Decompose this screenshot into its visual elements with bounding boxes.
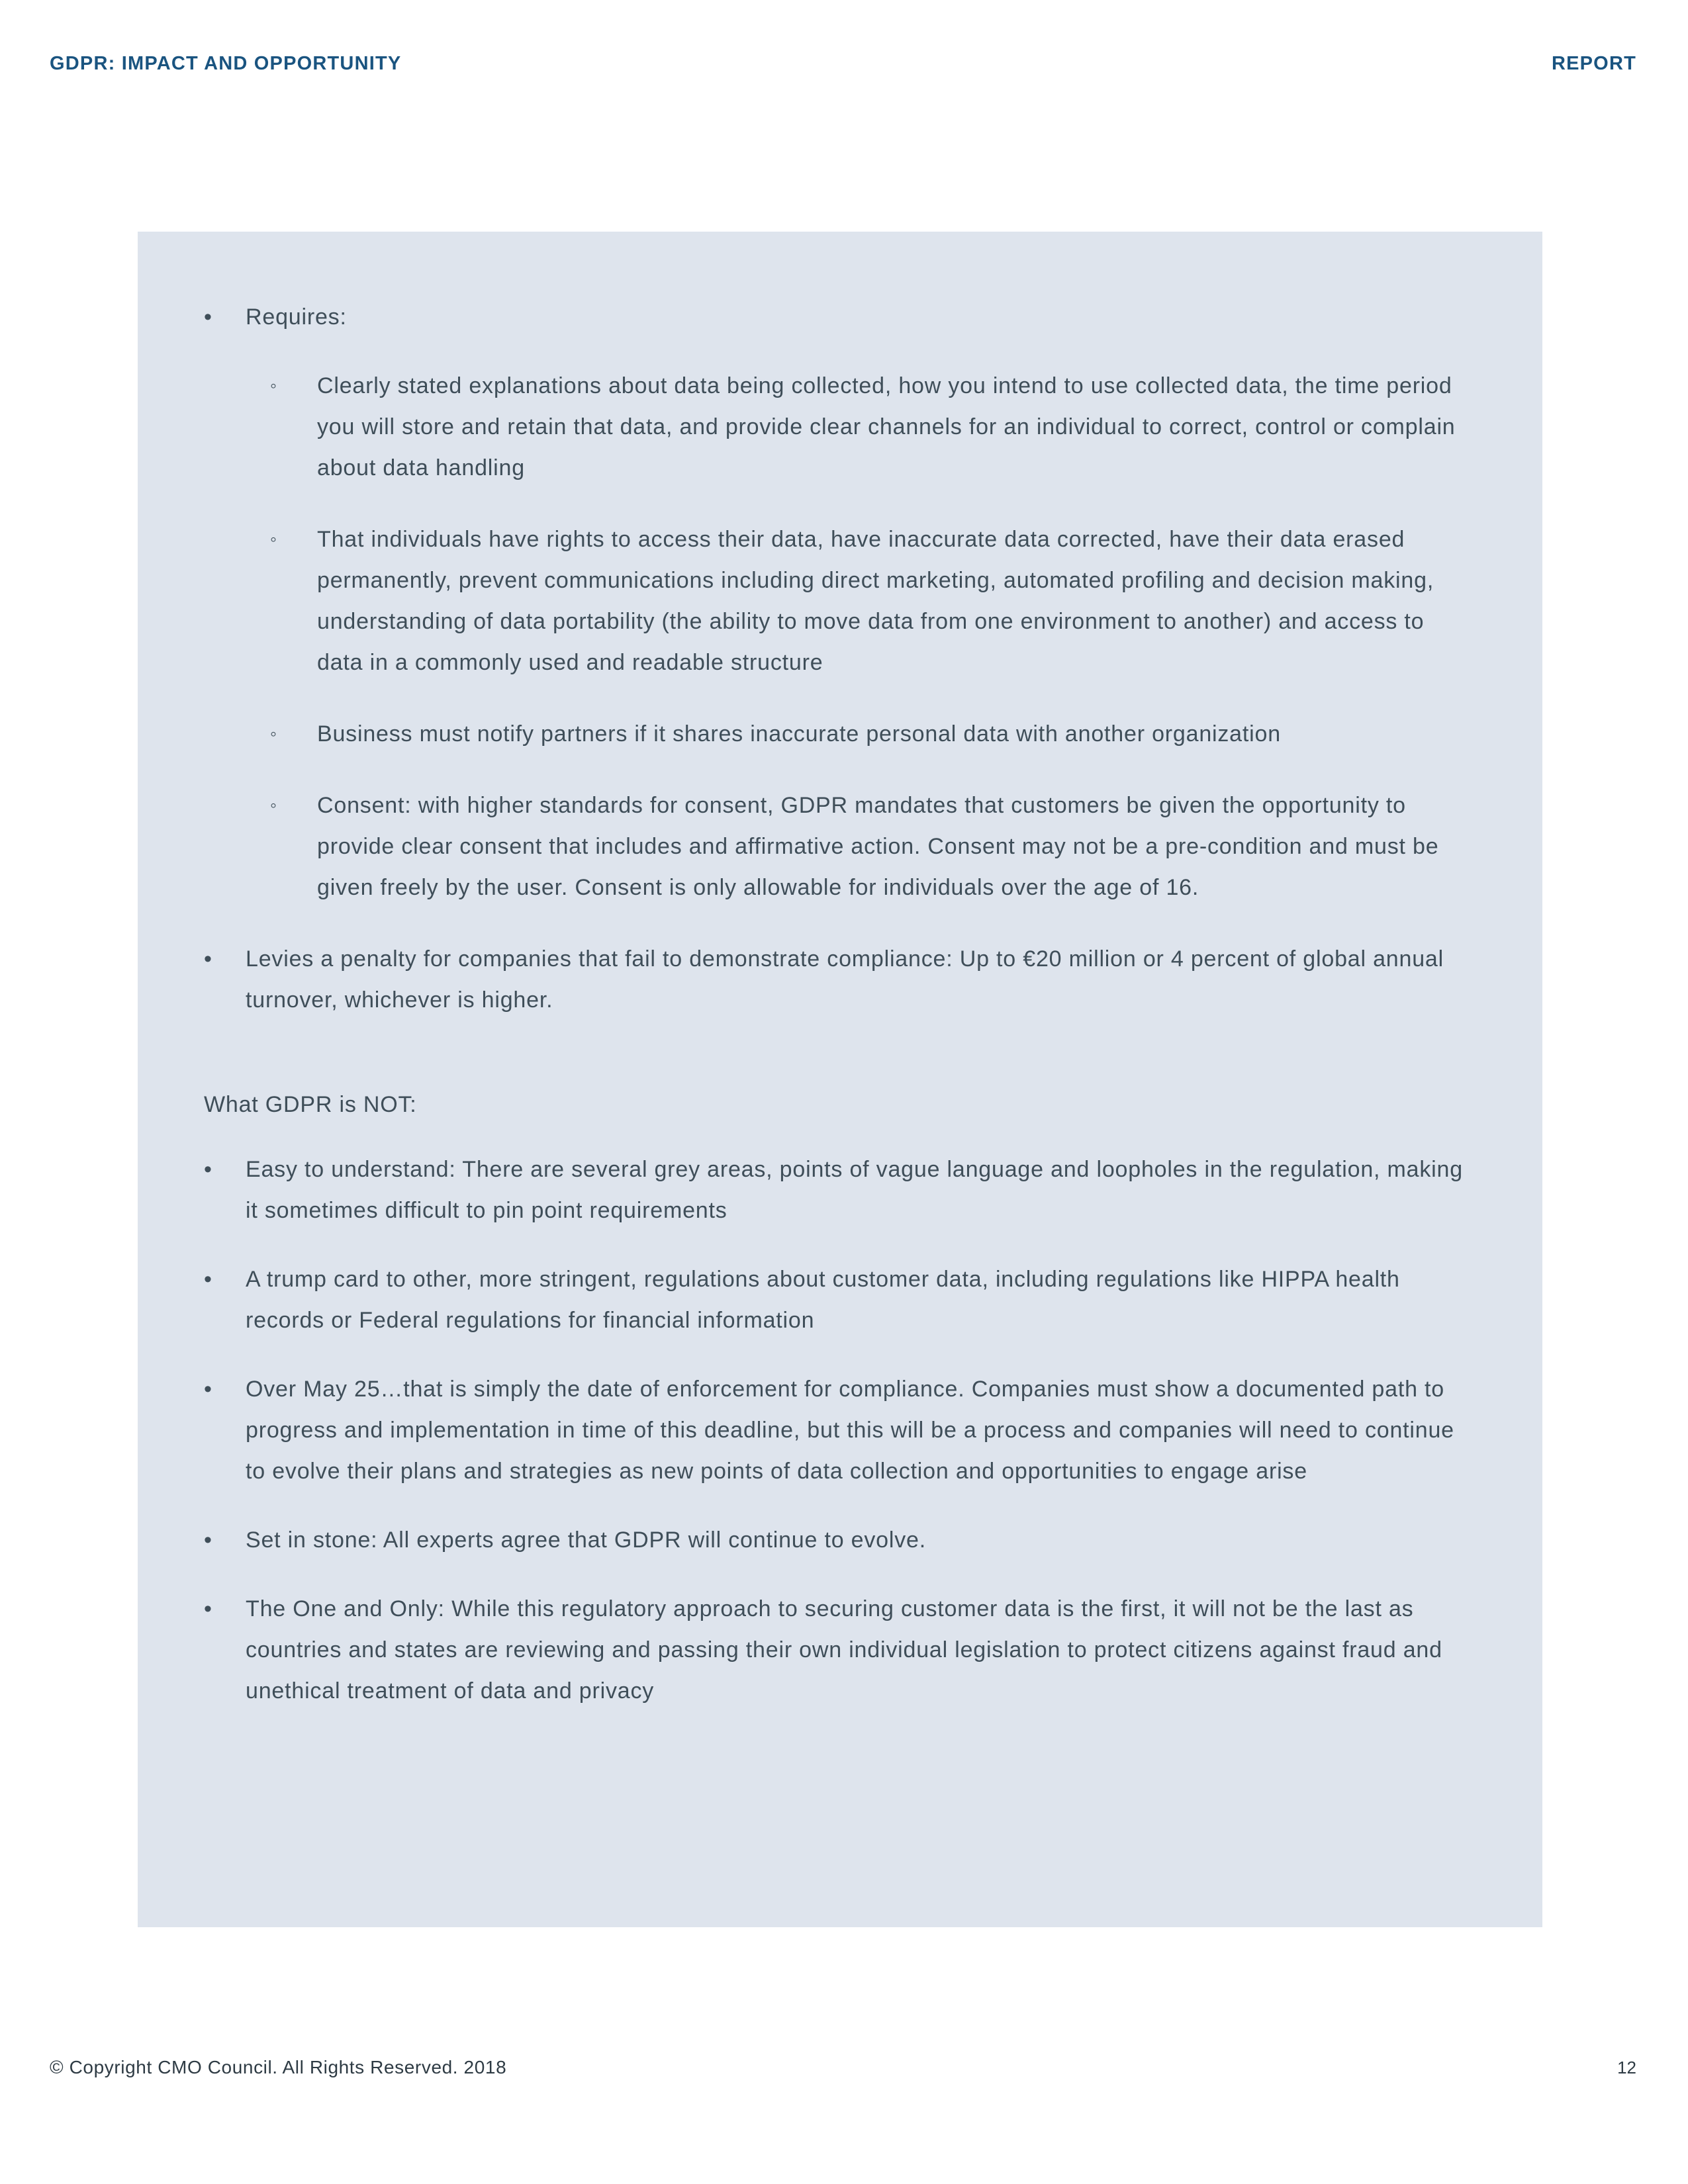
header-report-label: REPORT (1551, 53, 1636, 74)
bullet-text: Set in stone: All experts agree that GDPR will continue to evolve. (246, 1527, 926, 1553)
bullet-item-levies (138, 938, 1470, 1021)
bullet-text: A trump card to other, more stringent, regulations about customer data, including regulations like HIPPA health records or Federal regulations for financial information (246, 1267, 1400, 1333)
sub-bullet-text: Clearly stated explanations about data being collected, how you intend to use collected data, the time period you will store and retain that data, and provide clear channels for an individual to correct, control or complain about data handling (317, 373, 1456, 480)
sub-bullet-item (138, 519, 1470, 683)
bullet-text: Requires: (246, 304, 347, 330)
sub-bullet-item (138, 713, 1470, 754)
circle-bullet-icon: ◦ (270, 723, 277, 744)
bullet-item (138, 1520, 1470, 1561)
bullet-item (138, 1588, 1470, 1711)
bullet-icon: • (204, 1596, 212, 1621)
circle-bullet-icon: ◦ (270, 375, 277, 396)
bullet-item (138, 1259, 1470, 1341)
bullet-item (138, 1369, 1470, 1492)
page-footer (50, 2057, 1636, 2078)
bullet-text: Over May 25…that is simply the date of enforcement for compliance. Companies must show a documented path to progress and implementation in time of this deadline, but this will be a process and companies will need to continue to evolve their plans and strategies as new points of data collection and opportunities to engage arise (246, 1377, 1454, 1484)
bullet-item-requires (138, 296, 1470, 338)
content-box (138, 232, 1542, 1927)
sub-bullet-item (138, 785, 1470, 908)
bullet-text: Easy to understand: There are several grey areas, points of vague language and loopholes in the regulation, making it sometimes difficult to pin point requirements (246, 1157, 1463, 1223)
sub-bullet-text: That individuals have rights to access their data, have inaccurate data corrected, have their data erased permanently, prevent communications including direct marketing, automated profiling and decision making, understanding of data portability (the ability to move data from one environment to another) and access to data in a commonly used and readable structure (317, 527, 1434, 675)
bullet-icon: • (204, 1157, 212, 1182)
bullet-text: The One and Only: While this regulatory approach to securing customer data is the first, it will not be the last as countries and states are reviewing and passing their own individual legislation to protect citizens against fraud and unethical treatment of data and privacy (246, 1596, 1442, 1704)
page-header (50, 53, 1636, 75)
bullet-item (138, 1149, 1470, 1231)
bullet-icon: • (204, 1527, 212, 1553)
circle-bullet-icon: ◦ (270, 795, 277, 815)
bullet-icon: • (204, 1267, 212, 1292)
section-heading: What GDPR is NOT: (204, 1092, 417, 1117)
bullet-icon: • (204, 304, 212, 330)
sub-bullet-item (138, 365, 1470, 488)
bullet-icon: • (204, 946, 212, 972)
copyright-text: © Copyright CMO Council. All Rights Reserved. 2018 (50, 2057, 507, 2077)
bullet-text: Levies a penalty for companies that fail to demonstrate compliance: Up to €20 million or 4 percent of global annual turnover, whichever is higher. (246, 946, 1444, 1013)
page-number: 12 (1617, 2058, 1636, 2077)
bullet-icon: • (204, 1377, 212, 1402)
header-document-title: GDPR: IMPACT AND OPPORTUNITY (50, 53, 402, 74)
sub-bullet-text: Business must notify partners if it shares inaccurate personal data with another organization (317, 721, 1281, 747)
sub-bullet-text: Consent: with higher standards for consent, GDPR mandates that customers be given the opportunity to provide clear consent that includes and affirmative action. Consent may not be a pre-condition and must be given freely by the user. Consent is only allowable for individuals over the age of 16. (317, 793, 1439, 900)
circle-bullet-icon: ◦ (270, 529, 277, 549)
